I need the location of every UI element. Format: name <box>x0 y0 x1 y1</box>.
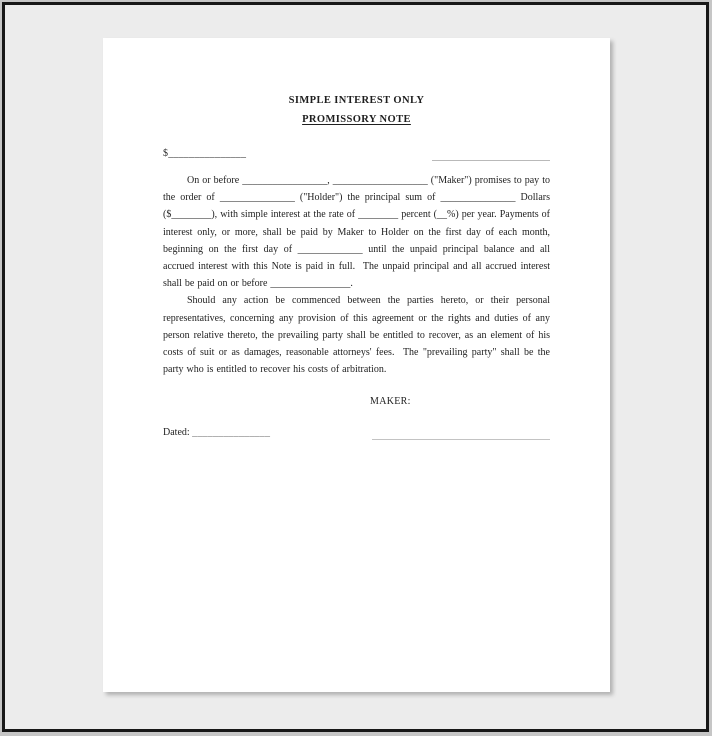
dated-field <box>163 427 270 438</box>
dated-row <box>163 427 550 443</box>
attorneys-fees-paragraph: Should any action be commenced between the parties hereto, or their personal representatives, concerning any provision of this agreement or the rights and duties of any person relative thereto, the prevailing party shall be entitled to recover, as an element of his costs of suit or as damages, reasonable attorneys' fees. The "prevailing party" shall be the party who is entitled to recover his costs of arbitration. <box>163 295 550 376</box>
dollar-sign: $ <box>163 148 169 159</box>
document-title-line-1: SIMPLE INTEREST ONLY <box>288 95 425 106</box>
maker-label: MAKER: <box>370 396 411 408</box>
principal-amount-blank <box>163 148 246 159</box>
maker-signature-line <box>372 439 550 440</box>
amount-underscore-blank: _______________ <box>168 148 247 159</box>
dated-underscore-blank: _______________ <box>192 427 271 439</box>
name-blank-line <box>432 160 550 161</box>
amount-row <box>163 148 550 164</box>
promissory-terms-paragraph: On or before _________________, ___________________ ("Maker") promises to pay to the order of _______________ ("Holder") the principal sum of _______________ Dollars ($________), with simple interest at the rate of ________ percent (__%) per year. Payments of interest only, or more, shall be paid by Maker to Holder on the first day of each month, beginning on the first day of _____________ until the unpaid principal balance and all accrued interest with this Note is paid in full. The unpaid principal and all accrued interest shall be paid on or before ________________. <box>163 175 550 290</box>
document-title-line-2: PROMISSORY NOTE <box>302 114 411 125</box>
dated-label: Dated: <box>163 427 190 439</box>
document-page <box>103 38 610 692</box>
